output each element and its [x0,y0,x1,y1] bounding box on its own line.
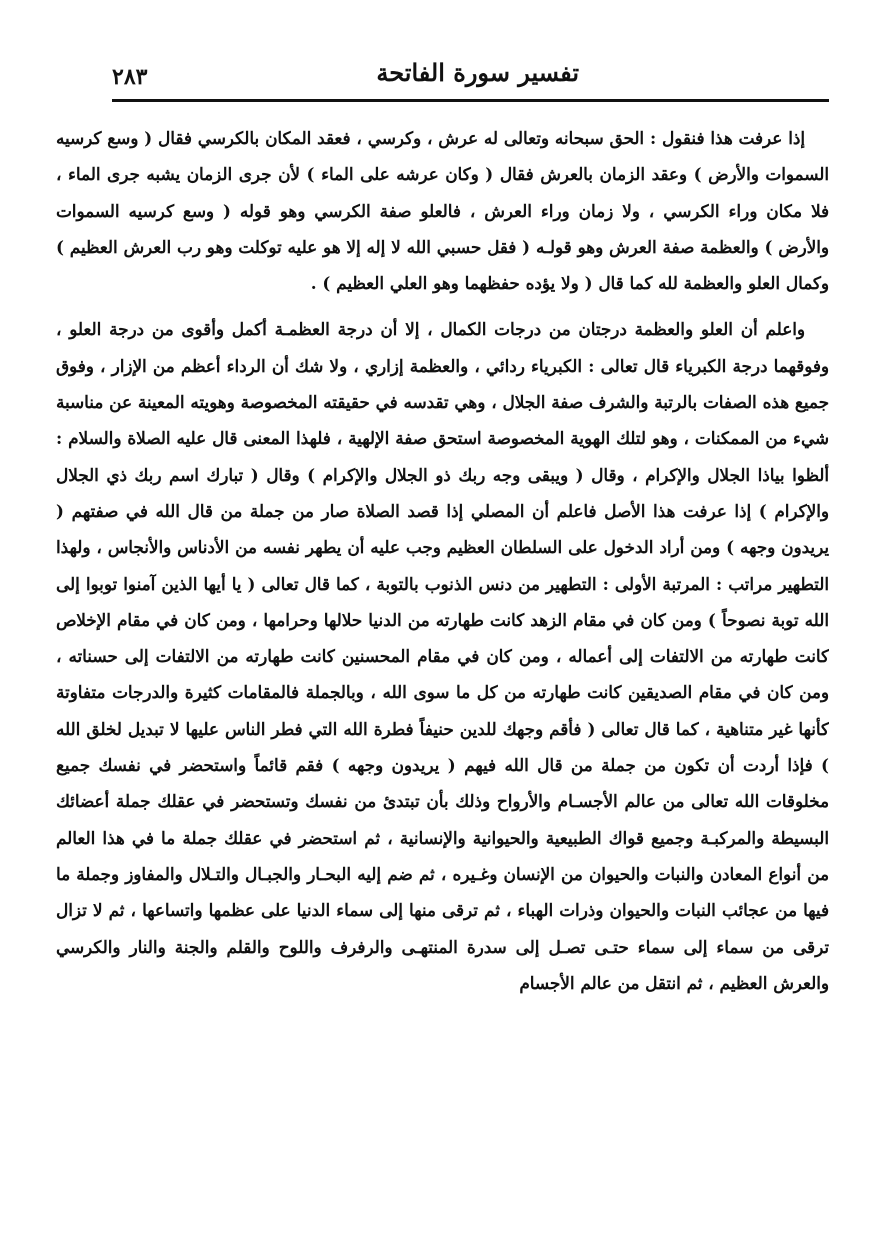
paragraph-2: واعلم أن العلو والعظمة درجتان من درجات الكمال ، إلا أن درجة العظمـة أكمل وأقوى من درجة العلو ، وفوقهما درجة الكبرياء قال تعالى : الكبرياء ردائي ، والعظمة إزاري ، ولا شك أن الرداء أعظم من الإزار ، وفوق جميع هذه الصفات بالرتبة والشرف صفة الجلال ، وهي تقدسه في حقيقته المخصوصة وهويته المعينة عن مناسبة شيء من الممكنات ، وهو لتلك الهوية المخصوصة استحق صفة الإلهية ، فلهذا المعنى قال عليه الصلاة والسلام : ألظوا بياذا الجلال والإكرام ، وقال ( ويبقى وجه ربك ذو الجلال والإكرام ) وقال ( تبارك اسم ربك ذي الجلال والإكرام ) إذا عرفت هذا الأصل فاعلم أن المصلي إذا قصد الصلاة صار من جملة من قال الله في صفتهم ( يريدون وجهه ) ومن أراد الدخول على السلطان العظيم وجب عليه أن يطهر نفسه من الأدناس والأنجاس ، ولهذا التطهير مراتب : المرتبة الأولى : التطهير من دنس الذنوب بالتوبة ، كما قال تعالى ( يا أيها الذين آمنوا توبوا إلى الله توبة نصوحاً ) ومن كان في مقام الزهد كانت طهارته من الدنيا حلالها وحرامها ، ومن كان في مقام الإخلاص كانت طهارته من الالتفات إلى أعماله ، ومن كان في مقام المحسنين كانت طهارته من الالتفات إلى حسناته ، ومن كان في مقام الصديقين كانت طهارته من كل ما سوى الله ، وبالجملة فالمقامات كثيرة والدرجات متفاوتة كأنها غير متناهية ، كما قال تعالى ( فأقم وجهك للدين حنيفاً فطرة الله التي فطر الناس عليها لا تبديل لخلق الله ) فإذا أردت أن تكون من جملة من قال الله فيهم ( يريدون وجهه ) فقم قائماً واستحضر في نفسك جميع مخلوقات الله تعالى من عالم الأجسـام والأرواح وذلك بأن تبتدئ من نفسك وتستحضر في عقلك جملة أعضائك البسيطة والمركبـة وجميع قواك الطبيعية والحيوانية والإنسانية ، ثم استحضر في عقلك جملة ما في هذا العالم من أنواع المعادن والنبات والحيوان من الإنسان وغـيره ، ثم ضم إليه البحـار والجبـال والتـلال والمفاوز وجملة ما فيها من عجائب النبات والحيوان وذرات الهباء ، ثم ترقى منها إلى سماء الدنيا على عظمها واتساعها ، ثم لا تزال ترقى من سماء إلى سماء حتـى تصـل إلى سدرة المنتهـى والرفرف واللوح والقلم والجنة والنار والكرسي والعرش العظيم ، ثم انتقل من عالم الأجسام [56,319,829,993]
running-header [112,52,829,100]
header-divider [112,99,829,102]
page-number: ٢٨٣ [112,64,148,90]
paragraph-1: إذا عرفت هذا فنقول : الحق سبحانه وتعالى له عرش ، وكرسي ، فعقد المكان بالكرسي فقال ( وسع كرسيه السموات والأرض ) وعقد الزمان بالعرش فقال ( وكان عرشه على الماء ) لأن جرى الزمان يشبه جرى الماء ، فلا مكان وراء الكرسي ، ولا زمان وراء العرش ، فالعلو صفة الكرسي وهو قوله ( وسع كرسيه السموات والأرض ) والعظمة صفة العرش وهو قولـه ( فقل حسبي الله لا إله إلا هو عليه توكلت وهو رب العرش العظيم ) وكمال العلو والعظمة لله كما قال ( ولا يؤده حفظهما وهو العلي العظيم ) . [56,128,829,294]
page-body [56,120,829,1230]
page-title: تفسير سورة الفاتحة [376,58,579,87]
